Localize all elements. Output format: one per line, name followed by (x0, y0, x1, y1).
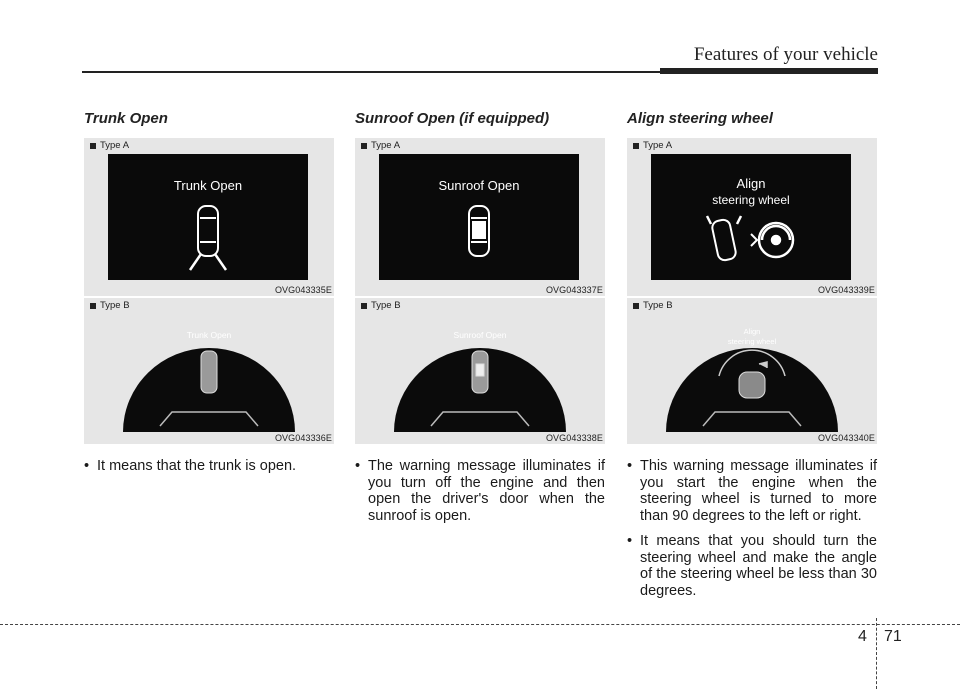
chapter-number: 4 (858, 628, 867, 645)
car-top-view-icon (201, 351, 217, 393)
steering-wheel-icon (751, 223, 793, 257)
cluster-dial (663, 306, 841, 432)
square-bullet-icon (633, 303, 639, 309)
figure-code: OVG043335E (274, 285, 332, 295)
figure-code: OVG043340E (817, 433, 875, 443)
bullet-item: • The warning message illuminates if you turn off the engine and then open the driver's door when the sunroof is open. (355, 458, 605, 524)
screen-message-line-2: steering wheel (727, 337, 777, 346)
figure-type-a (355, 138, 605, 296)
page-number: 71 (884, 628, 902, 645)
figure-type-b (627, 298, 877, 444)
column-title: Sunroof Open (if equipped) (355, 110, 550, 127)
screen-message-line-1: Align (743, 327, 761, 336)
screen-message: Trunk Open (173, 178, 243, 193)
cluster-screen (651, 154, 851, 280)
square-bullet-icon (90, 143, 96, 149)
bullet-item: • It means that the trunk is open. (84, 458, 334, 475)
car-top-view-icon (190, 206, 226, 270)
type-label: Type A (361, 140, 400, 151)
section-title: Features of your vehicle (693, 44, 878, 65)
bullet-list (84, 458, 334, 475)
figure-code: OVG043339E (817, 285, 875, 295)
square-bullet-icon (90, 303, 96, 309)
cluster-dial (391, 306, 569, 432)
bullet-item: • This warning message illuminates if you start the engine when the steering wheel is turned to more than 90 degrees to the left or right. (627, 458, 877, 524)
figure-code: OVG043337E (545, 285, 603, 295)
screen-message: Sunroof Open (453, 330, 507, 340)
type-label: Type A (90, 140, 129, 151)
car-wheels-turned-icon (707, 216, 741, 261)
column-trunk-open (84, 108, 334, 484)
figure-type-a (627, 138, 877, 296)
type-label: Type B (633, 300, 673, 311)
screen-message-line-2: steering wheel (712, 193, 790, 207)
square-bullet-icon (361, 143, 367, 149)
bullet-list (355, 458, 605, 524)
figure-code: OVG043336E (274, 433, 332, 443)
figure-type-b (355, 298, 605, 444)
type-label: Type B (90, 300, 130, 311)
car-front-view-icon (739, 372, 765, 398)
figure-type-b (84, 298, 334, 444)
cluster-screen (108, 154, 308, 280)
footer-vertical-divider (876, 618, 877, 689)
cluster-screen (379, 154, 579, 280)
screen-message-line-1: Align (736, 176, 766, 191)
column-title: Trunk Open (84, 110, 168, 127)
figure-code: OVG043338E (545, 433, 603, 443)
screen-message: Trunk Open (186, 330, 232, 340)
square-bullet-icon (633, 143, 639, 149)
square-bullet-icon (361, 303, 367, 309)
car-top-view-icon (469, 206, 489, 256)
type-label: Type A (633, 140, 672, 151)
column-align-steering-wheel (627, 108, 877, 608)
footer-divider (0, 624, 960, 625)
car-top-view-icon (472, 351, 488, 393)
bullet-list (627, 458, 877, 599)
cluster-dial (120, 306, 298, 432)
header-rule (82, 68, 878, 74)
figure-type-a (84, 138, 334, 296)
bullet-item: • It means that you should turn the steering wheel and make the angle of the steering wheel be less than 30 degrees. (627, 533, 877, 599)
column-title: Align steering wheel (627, 110, 773, 127)
type-label: Type B (361, 300, 401, 311)
column-sunroof-open (355, 108, 605, 533)
screen-message: Sunroof Open (438, 178, 520, 193)
